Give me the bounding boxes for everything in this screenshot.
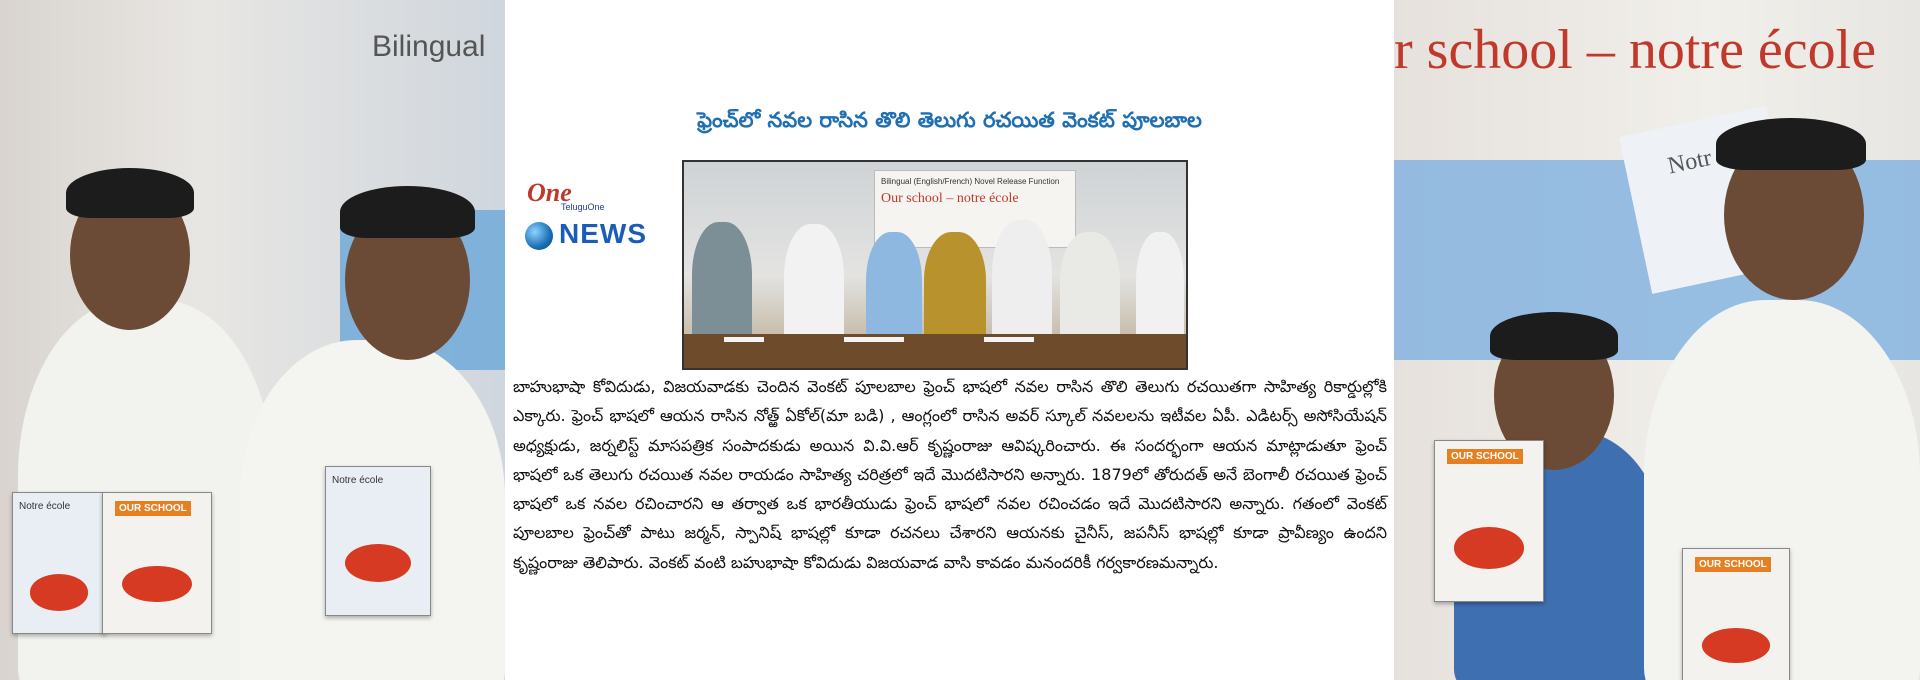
event-person xyxy=(784,224,844,344)
event-person xyxy=(992,220,1052,342)
news-wordmark: NEWS xyxy=(559,218,647,249)
book-our-school-woman: OUR SCHOOL xyxy=(1434,440,1544,602)
teluguone-news-logo xyxy=(519,178,669,258)
person-center-hair xyxy=(340,186,475,238)
person-left-hair xyxy=(66,168,194,218)
table-paper xyxy=(984,337,1034,342)
table-paper xyxy=(724,337,764,342)
teluguone-wordmark: One xyxy=(527,178,572,207)
poster-text: Notr xyxy=(1665,144,1714,180)
person-right-hair xyxy=(1716,118,1866,170)
news-article xyxy=(505,0,1394,680)
article-body: బాహుభాషా కోవిదుడు, విజయవాడకు చెందిన వెంకట్ పూలబాల ఫ్రెంచ్ భాషలో నవల రాసిన తొలి తెలుగు రచయితగా సాహిత్య రికార్డుల్లోకి ఎక్కారు. ఫ్రెంచ్ భాషలో ఆయన రాసిన నోత్ఱ్ ఏకోల్(మా బడి) , ఆంగ్లంలో రాసిన అవర్ స్కూల్ నవలలను ఇటీవల ఏపీ. ఎడిటర్స్ అసోసియేషన్ అధ్యక్షుడు, జర్నలిస్ట్ మాసపత్రిక సంపాదకుడు అయిన వి.వి.ఆర్ కృష్ణంరాజు ఆవిష్కరించారు. ఈ సందర్భంగా ఆయన మాట్లాడుతూ ఫ్రెంచ్ భాషలో ఒక తెలుగు రచయిత నవల రాయడం సాహిత్య చరిత్రలో ఇదే మొదటిసారని అన్నారు. 1879లో తోరుదత్ అనే బెంగాలీ రచయిత ఫ్రెంచ్ భాషలో ఒక నవల రచించారని ఆ తర్వాత ఒక భారతీయుడు ఫ్రెంచ్ భాషలో నవల రచించడం ఇదే మొదటిసారని అన్నారు. గతంలో వెంకట్ పూలబాల ఫ్రెంచ్‌తో పాటు జర్మన్, స్పానిష్ భాషల్లో కూడా రచనలు చేశారని ఆయనకు చైనీస్, జపనీస్ భాషల్లో కూడా ప్రావీణ్యం ఉందని కృష్ణంరాజు తెలిపారు. వెంకట్ వంటి బహుభాషా కోవిదుడు విజయవాడ వాసి కావడం మనందరికీ గర్వకారణమన్నారు. xyxy=(513,377,1387,572)
event-photo xyxy=(682,160,1188,370)
teluguone-subtitle: TeluguOne xyxy=(561,202,605,212)
event-banner-line-1: Bilingual (English/French) Novel Release Function xyxy=(881,177,1060,186)
event-person xyxy=(1136,232,1184,342)
book-notre-ecole-left: Notre école xyxy=(12,492,106,634)
event-person xyxy=(924,232,986,342)
book-our-school-man: OUR SCHOOL xyxy=(1682,548,1790,680)
book-our-school-left: OUR SCHOOL xyxy=(102,492,212,634)
article-headline: ఫ్రెంచ్‌లో నవల రాసిన తొలి తెలుగు రచయిత వెంకట్ పూలబాల xyxy=(697,108,1202,132)
right-banner-text: r school – notre école xyxy=(1394,19,1877,81)
left-book-launch-photo xyxy=(0,0,505,680)
event-person xyxy=(866,232,922,342)
event-banner-line-2: Our school – notre école xyxy=(881,191,1019,206)
right-book-launch-photo xyxy=(1394,0,1920,680)
book-notre-ecole-center: Notre école xyxy=(325,466,431,616)
person-woman-hair xyxy=(1490,312,1618,360)
event-person xyxy=(1060,232,1120,342)
event-person xyxy=(692,222,752,342)
table-paper xyxy=(844,337,904,342)
left-banner-text: Bilingual xyxy=(372,30,486,63)
globe-icon xyxy=(525,222,553,250)
